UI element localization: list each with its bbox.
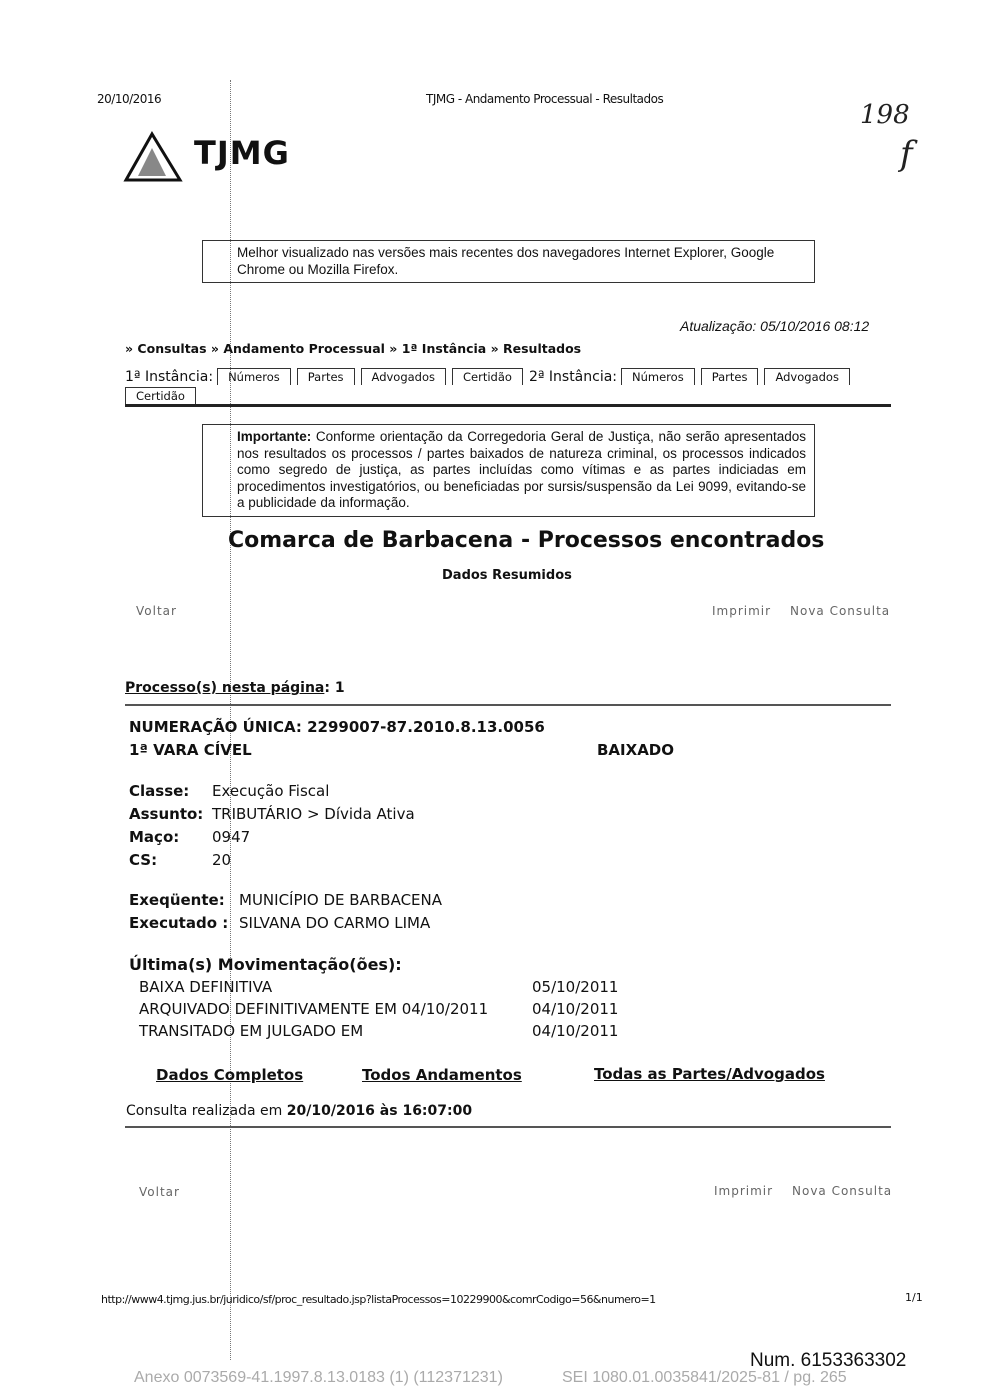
print-link-top[interactable]: Imprimir (712, 604, 772, 618)
annex-stamp: Anexo 0073569-41.1997.8.13.0183 (1) (112371231) (134, 1369, 503, 1386)
query-time: 20/10/2016 às 16:07:00 (286, 1103, 473, 1119)
browser-notice: Melhor visualizado nas versões mais recentes dos navegadores Internet Explorer, Google Chrome ou Mozilla Firefox. (202, 240, 815, 283)
tab-second-advogados[interactable]: Advogados (764, 368, 849, 385)
document-number: Num. 6153363302 (750, 1350, 907, 1371)
movements-list (139, 978, 639, 1044)
process-status: BAIXADO (597, 741, 674, 759)
print-link-bottom[interactable]: Imprimir (714, 1184, 774, 1198)
important-text: Conforme orientação da Corregedoria Geral de Justiça, não serão apresentados nos resultados os processos / partes baixados de natureza criminal, os processos indicados como segredo de justiça, as partes incluídas como vítimas e as partes indiciadas em procedimentos investigatórios, ou beneficiadas por sursis/suspensão da Lei 9099, evitando-se a publicidade da informação. (237, 429, 806, 510)
logo-text: TJMG (194, 134, 290, 172)
print-date: 20/10/2016 (97, 92, 162, 106)
movement-desc: BAIXA DEFINITIVA (139, 978, 273, 996)
process-number: NUMERAÇÃO ÚNICA: 2299007-87.2010.8.13.0056 (129, 718, 545, 736)
party-value: SILVANA DO CARMO LIMA (239, 914, 431, 932)
new-search-link-bottom[interactable]: Nova Consulta (792, 1184, 893, 1198)
all-movements-link[interactable]: Todos Andamentos (362, 1066, 522, 1084)
process-fields (129, 782, 649, 874)
process-count-value: : 1 (324, 680, 345, 696)
field-value: TRIBUTÁRIO > Dívida Ativa (212, 805, 415, 823)
new-search-link-top[interactable]: Nova Consulta (790, 604, 891, 618)
movement-date: 05/10/2011 (532, 978, 619, 996)
process-count (125, 680, 345, 696)
party-value: MUNICÍPIO DE BARBACENA (239, 891, 442, 909)
movement-desc: TRANSITADO EM JULGADO EM (139, 1022, 364, 1040)
update-timestamp: Atualização: 05/10/2016 08:12 (680, 318, 870, 334)
tjmg-logo (118, 128, 318, 184)
field-value: Execução Fiscal (212, 782, 330, 800)
instance-tabs (125, 368, 891, 407)
bottom-divider (125, 1126, 891, 1128)
second-instance-label: 2ª Instância: (528, 369, 618, 385)
tabs-divider (125, 404, 891, 407)
back-link-bottom[interactable]: Voltar (139, 1185, 180, 1199)
field-value: 0947 (212, 828, 251, 846)
back-link-top[interactable]: Voltar (136, 604, 177, 618)
tab-first-partes[interactable]: Partes (297, 368, 355, 385)
tab-first-numeros[interactable]: Números (217, 368, 291, 385)
movement-row (139, 1000, 639, 1022)
full-data-link[interactable]: Dados Completos (156, 1066, 304, 1084)
all-parties-link[interactable]: Todas as Partes/Advogados (594, 1065, 825, 1083)
query-prefix: Consulta realizada em (126, 1103, 287, 1119)
movement-date: 04/10/2011 (532, 1000, 619, 1018)
results-divider (125, 704, 891, 706)
process-court: 1ª VARA CÍVEL (129, 741, 252, 759)
party-label: Exeqüente: (129, 891, 225, 909)
sei-stamp: SEI 1080.01.0035841/2025-81 / pg. 265 (562, 1369, 847, 1386)
process-count-label: Processo(s) nesta página (125, 680, 325, 696)
query-info (126, 1103, 472, 1119)
field-label: Assunto: (129, 805, 204, 823)
field-label: Classe: (129, 782, 190, 800)
first-instance-label: 1ª Instância: (125, 369, 214, 385)
movement-date: 04/10/2011 (532, 1022, 619, 1040)
handwritten-number: 198 (860, 100, 910, 130)
results-heading: Comarca de Barbacena - Processos encontrados (228, 528, 825, 553)
movement-desc: ARQUIVADO DEFINITIVAMENTE EM 04/10/2011 (139, 1000, 489, 1018)
tab-second-partes[interactable]: Partes (701, 368, 759, 385)
footer-page: 1/1 (905, 1291, 923, 1304)
important-notice (202, 424, 815, 517)
field-label: CS: (129, 851, 158, 869)
tab-first-certidao[interactable]: Certidão (452, 368, 523, 385)
important-label: Importante: (237, 429, 312, 444)
results-subheading: Dados Resumidos (442, 568, 572, 583)
handwritten-mark: f (900, 134, 913, 174)
print-page-title: TJMG - Andamento Processual - Resultados (426, 92, 664, 106)
process-parties (129, 891, 649, 937)
movement-row (139, 1022, 639, 1044)
field-label: Maço: (129, 828, 180, 846)
tab-second-numeros[interactable]: Números (621, 368, 695, 385)
triangle-logo-icon (118, 128, 188, 184)
footer-url: http://www4.tjmg.jus.br/juridico/sf/proc_resultado.jsp?listaProcessos=10229900&comrCodigo=56&numero=1 (101, 1293, 656, 1306)
tab-first-advogados[interactable]: Advogados (361, 368, 446, 385)
movement-row (139, 978, 639, 1000)
field-value: 20 (212, 851, 232, 869)
breadcrumb: » Consultas » Andamento Processual » 1ª Instância » Resultados (125, 341, 582, 356)
movements-title: Última(s) Movimentação(ões): (129, 955, 402, 974)
tab-certidao[interactable]: Certidão (125, 387, 196, 404)
party-label: Executado : (129, 914, 229, 932)
